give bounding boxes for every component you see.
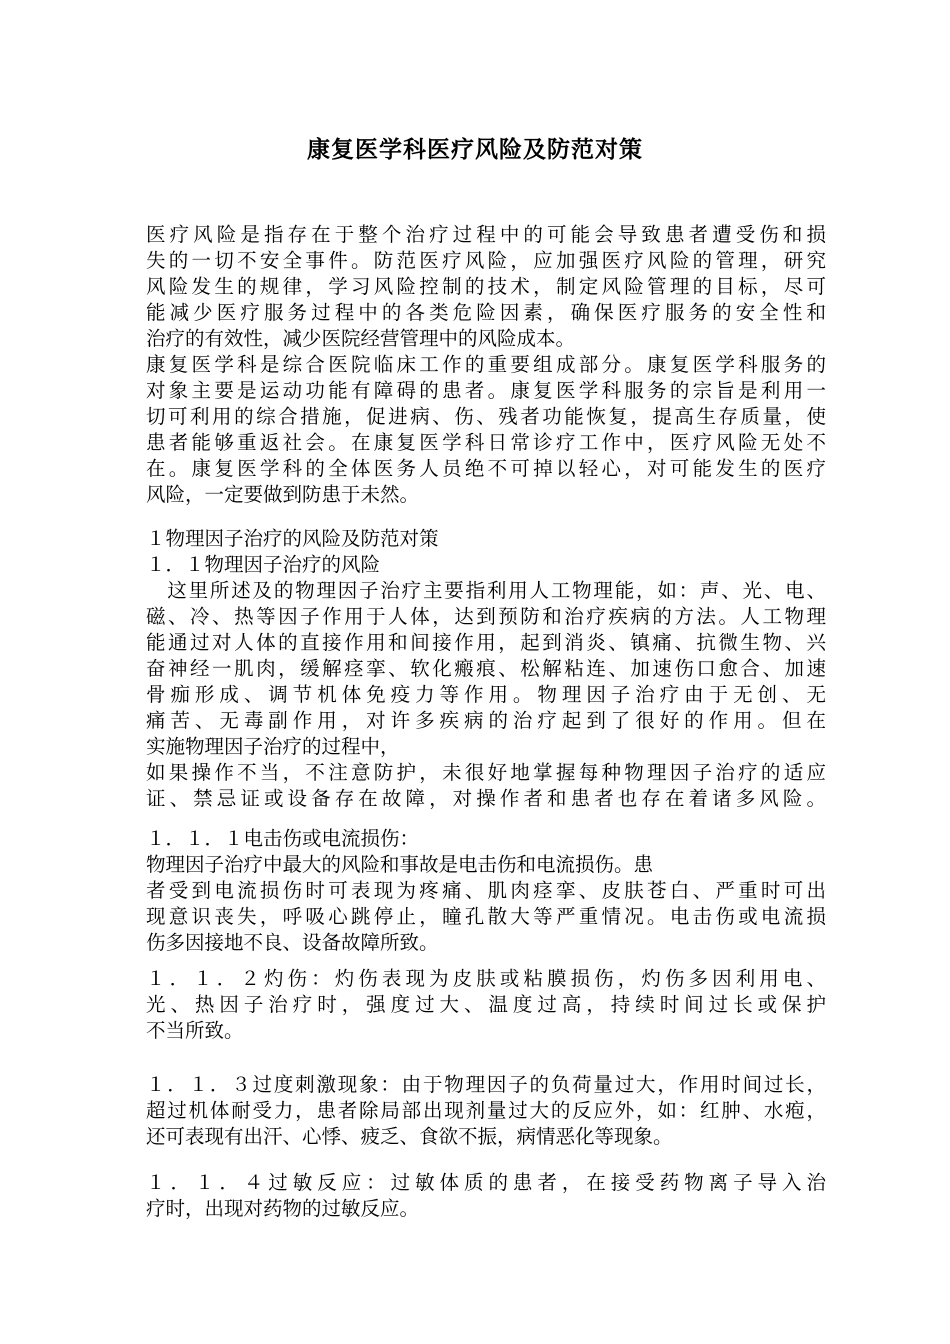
section-1 [146,526,826,812]
text-line: 患者能够重返社会。在康复医学科日常诊疗工作中，医疗风险无处不 [146,431,826,454]
intro-paragraph-1 [146,222,826,352]
text-line: １．１．３过度刺激现象：由于物理因子的负荷量过大，作用时间过长， [146,1073,826,1096]
text-line: 证、禁忌证或设备存在故障，对操作者和患者也存在着诸多风险。 [146,787,826,810]
text-line: 治疗的有效性，减少医院经营管理中的风险成本。 [146,327,576,350]
text-line: 如果操作不当，不注意防护，未很好地掌握每种物理因子治疗的适应 [146,761,826,784]
text-line: 奋神经一肌肉，缓解痉挛、软化瘢痕、松解粘连、加速伤口愈合、加速 [146,657,826,680]
item-1-1-2 [146,966,826,1044]
text-line: 超过机体耐受力，患者除局部出现剂量过大的反应外，如：红肿、水疱， [146,1099,826,1122]
text-line: 疗时，出现对药物的过敏反应。 [146,1197,420,1220]
text-line: 光、热因子治疗时，强度过大、温度过高，持续时间过长或保护 [146,993,826,1016]
item-heading: １．１．１电击伤或电流损伤： [146,827,420,850]
text-line: 伤多因接地不良、设备故障所致。 [146,931,439,954]
text-line: 医疗风险是指存在于整个治疗过程中的可能会导致患者遭受伤和损 [146,223,826,246]
section-sub-heading: １．１物理因子治疗的风险 [146,553,381,576]
text-line: 风险，一定要做到防患于未然。 [146,483,420,506]
item-1-1-4 [146,1170,826,1222]
intro-paragraph-2 [146,352,826,508]
text-line: 对象主要是运动功能有障碍的患者。康复医学科服务的宗旨是利用一 [146,379,826,402]
text-line: 现意识丧失，呼吸心跳停止，瞳孔散大等严重情况。电击伤或电流损 [146,905,826,928]
section-heading: １物理因子治疗的风险及防范对策 [146,527,439,550]
item-1-1-1 [146,826,826,956]
text-line: 在。康复医学科的全体医务人员绝不可掉以轻心，对可能发生的医疗 [146,457,826,480]
text-line: 康复医学科是综合医院临床工作的重要组成部分。康复医学科服务的 [146,353,826,376]
text-line: 失的一切不安全事件。防范医疗风险，应加强医疗风险的管理，研究 [146,249,826,272]
text-line: 这里所述及的物理因子治疗主要指利用人工物理能，如：声、光、电、 [146,579,826,602]
text-line: 物理因子治疗中最大的风险和事故是电击伤和电流损伤。患 [146,853,654,876]
text-line: 骨痂形成、调节机体免疫力等作用。物理因子治疗由于无创、无 [146,683,826,706]
document-title: 康复医学科医疗风险及防范对策 [307,137,643,163]
text-line: １．１．２灼伤：灼伤表现为皮肤或粘膜损伤，灼伤多因利用电、 [146,967,826,990]
text-line: 不当所致。 [146,1019,244,1042]
text-line: １．１．４过敏反应：过敏体质的患者，在接受药物离子导入治 [146,1171,826,1194]
text-line: 实施物理因子治疗的过程中， [146,735,400,758]
text-line: 切可利用的综合措施，促进病、伤、残者功能恢复，提高生存质量，使 [146,405,826,428]
text-line: 者受到电流损伤时可表现为疼痛、肌肉痉挛、皮肤苍白、严重时可出 [146,879,826,902]
text-line: 能通过对人体的直接作用和间接作用，起到消炎、镇痛、抗微生物、兴 [146,631,826,654]
text-line: 还可表现有出汗、心悸、疲乏、食欲不振，病情恶化等现象。 [146,1125,673,1148]
item-1-1-3 [146,1072,826,1150]
text-line: 能减少医疗服务过程中的各类危险因素，确保医疗服务的安全性和 [146,301,826,324]
text-line: 痛苦、无毒副作用，对许多疾病的治疗起到了很好的作用。但在 [146,709,826,732]
text-line: 磁、冷、热等因子作用于人体，达到预防和治疗疾病的方法。人工物理 [146,605,826,628]
text-line: 风险发生的规律，学习风险控制的技术，制定风险管理的目标，尽可 [146,275,826,298]
